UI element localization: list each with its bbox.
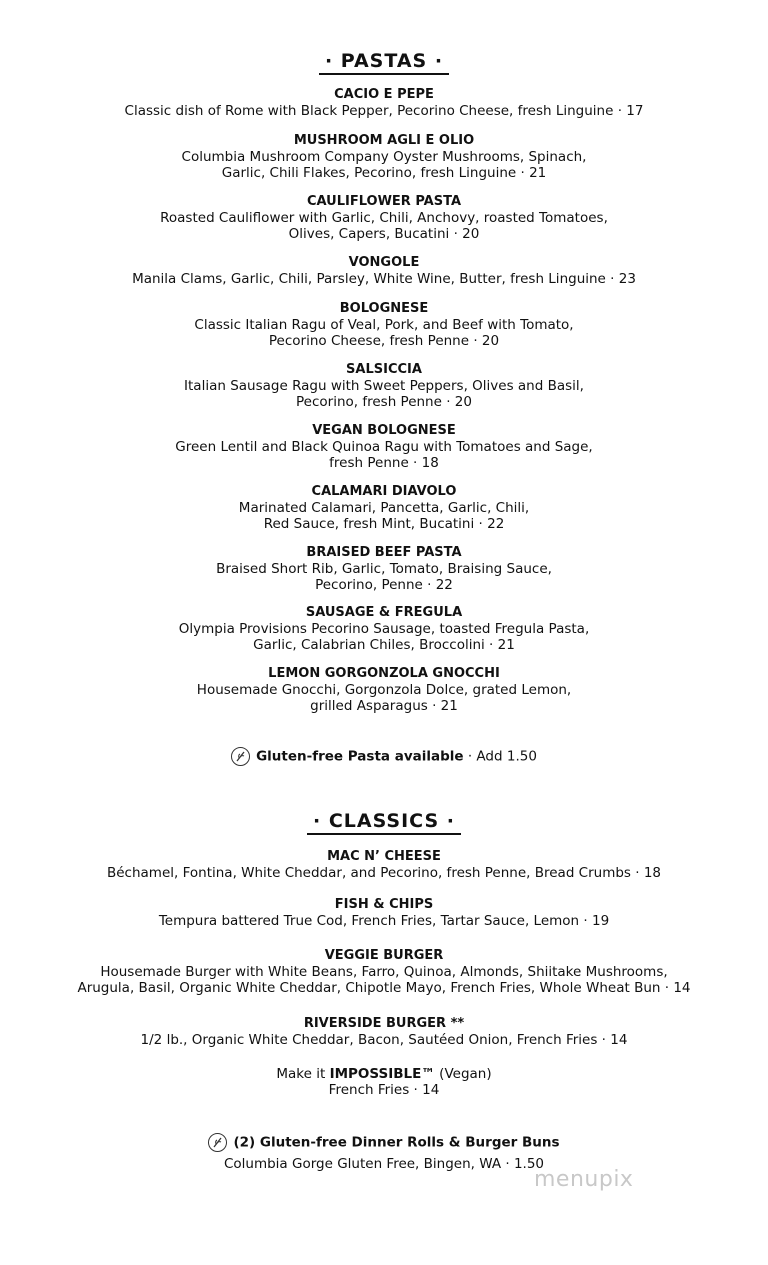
item-description: Columbia Mushroom Company Oyster Mushrooms, Spinach, Garlic, Chili Flakes, Pecorino, fresh Linguine · 21 [181, 149, 587, 181]
menu-item-salsiccia [0, 362, 768, 410]
impossible-option [0, 1066, 768, 1098]
menu-item-cacio-e-pepe [0, 87, 768, 119]
classics-heading [0, 810, 768, 832]
menu-item-fish-chips [0, 897, 768, 929]
item-description: 1/2 lb., Organic White Cheddar, Bacon, Sautéed Onion, French Fries · 14 [140, 1032, 628, 1048]
menu-item-mushroom-agli-e-olio [0, 133, 768, 181]
item-name: CACIO E PEPE [334, 87, 434, 102]
item-description: Roasted Cauliflower with Garlic, Chili, Anchovy, roasted Tomatoes, Olives, Capers, Bucatini · 20 [160, 210, 608, 242]
menu-item-veggie-burger [0, 948, 768, 996]
item-description: Italian Sausage Ragu with Sweet Peppers, Olives and Basil, Pecorino, fresh Penne · 20 [184, 378, 584, 410]
item-description: Braised Short Rib, Garlic, Tomato, Braising Sauce, Pecorino, Penne · 22 [216, 561, 552, 593]
item-name: SAUSAGE & FREGULA [305, 605, 463, 620]
gf-note-bold: Gluten-free Pasta available [256, 748, 464, 765]
gluten-free-rolls-note [0, 1133, 768, 1173]
impossible-line2: French Fries · 14 [328, 1082, 440, 1098]
item-name: LEMON GORGONZOLA GNOCCHI [268, 666, 500, 681]
menu-item-bolognese [0, 301, 768, 349]
item-name: MUSHROOM AGLI E OLIO [293, 133, 475, 148]
gluten-free-pasta-note [0, 747, 768, 766]
item-name: VEGGIE BURGER [324, 948, 444, 963]
watermark: menupix [534, 1167, 634, 1192]
item-name: FISH & CHIPS [334, 897, 434, 912]
menu-item-vongole [0, 255, 768, 287]
classics-title: · CLASSICS · [307, 810, 461, 835]
item-description: Olympia Provisions Pecorino Sausage, toasted Fregula Pasta, Garlic, Calabrian Chiles, Broccolini · 21 [178, 621, 590, 653]
item-name: RIVERSIDE BURGER ** [303, 1016, 465, 1031]
item-description: Classic Italian Ragu of Veal, Pork, and Beef with Tomato, Pecorino Cheese, fresh Penne · 20 [194, 317, 574, 349]
menu-item-calamari-diavolo [0, 484, 768, 532]
gf-note-price: · Add 1.50 [463, 748, 537, 765]
item-name: VONGOLE [348, 255, 420, 270]
item-description: Housemade Burger with White Beans, Farro, Quinoa, Almonds, Shiitake Mushrooms, Arugula, Basil, Organic White Cheddar, Chipotle Mayo, French Fries, Whole Wheat Bun · 14 [77, 964, 691, 996]
item-description: Marinated Calamari, Pancetta, Garlic, Chili, Red Sauce, fresh Mint, Bucatini · 22 [238, 500, 530, 532]
menu-item-riverside-burger [0, 1016, 768, 1048]
impossible-post: (Vegan) [434, 1066, 492, 1082]
item-description: Béchamel, Fontina, White Cheddar, and Pecorino, fresh Penne, Bread Crumbs · 18 [106, 865, 662, 881]
item-name: VEGAN BOLOGNESE [312, 423, 456, 438]
gf-rolls-line2: Columbia Gorge Gluten Free, Bingen, WA · 1.50 [223, 1156, 545, 1172]
menu-item-vegan-bolognese [0, 423, 768, 471]
gf-rolls-bold: (2) Gluten-free Dinner Rolls & Burger Buns [233, 1134, 560, 1151]
menu-item-cauliflower-pasta [0, 194, 768, 242]
item-description: Tempura battered True Cod, French Fries, Tartar Sauce, Lemon · 19 [158, 913, 610, 929]
item-name: BRAISED BEEF PASTA [306, 545, 462, 560]
item-name: CAULIFLOWER PASTA [306, 194, 462, 209]
gluten-free-icon [208, 1133, 227, 1152]
item-description: Green Lentil and Black Quinoa Ragu with Tomatoes and Sage, fresh Penne · 18 [175, 439, 593, 471]
menu-item-braised-beef-pasta [0, 545, 768, 593]
item-name: SALSICCIA [346, 362, 422, 377]
menu-item-sausage-fregula [0, 605, 768, 653]
menu-item-lemon-gorgonzola-gnocchi [0, 666, 768, 714]
item-name: CALAMARI DIAVOLO [311, 484, 457, 499]
item-name: BOLOGNESE [339, 301, 429, 316]
impossible-pre: Make it [276, 1066, 330, 1082]
gluten-free-icon [231, 747, 250, 766]
item-description: Housemade Gnocchi, Gorgonzola Dolce, grated Lemon, grilled Asparagus · 21 [196, 682, 572, 714]
pastas-title: · PASTAS · [319, 50, 449, 75]
impossible-bold: IMPOSSIBLE™ [329, 1066, 435, 1082]
item-name: MAC N’ CHEESE [327, 849, 441, 864]
item-description: Manila Clams, Garlic, Chili, Parsley, White Wine, Butter, fresh Linguine · 23 [132, 271, 636, 287]
pastas-heading [0, 50, 768, 72]
item-description: Classic dish of Rome with Black Pepper, Pecorino Cheese, fresh Linguine · 17 [124, 103, 644, 119]
menu-item-mac-n-cheese [0, 849, 768, 881]
